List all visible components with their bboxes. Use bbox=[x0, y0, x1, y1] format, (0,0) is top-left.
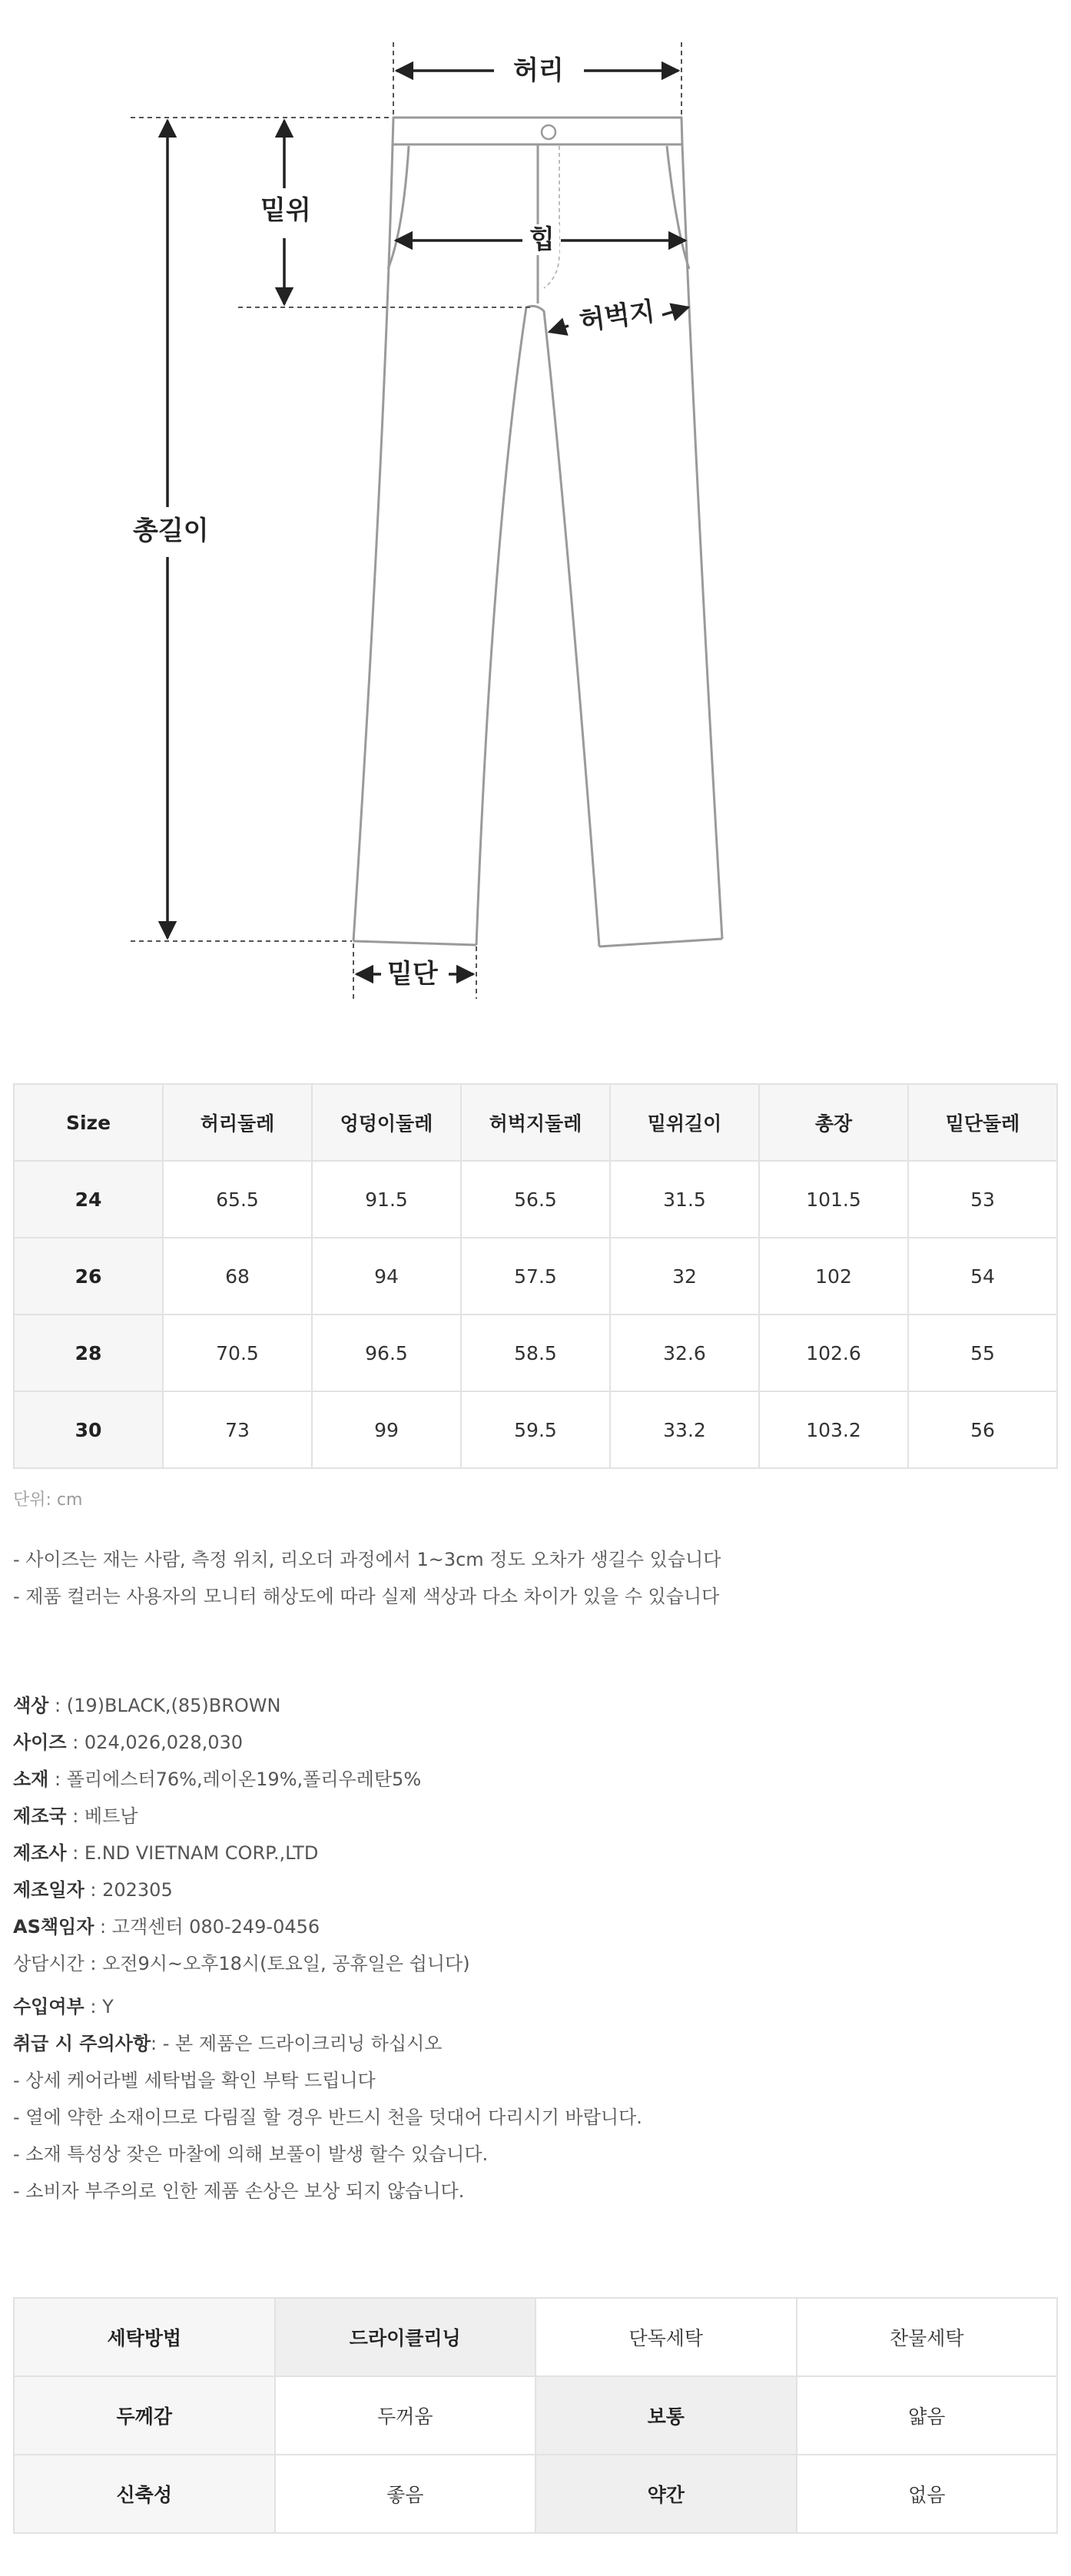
care-row-label: 세탁방법 bbox=[14, 2298, 275, 2376]
care-option: 단독세탁 bbox=[536, 2298, 797, 2376]
spec-value: : 고객센터 080-249-0456 bbox=[94, 1916, 320, 1938]
spec-country bbox=[13, 1805, 138, 1828]
care-row-label: 두께감 bbox=[14, 2376, 275, 2455]
button-icon bbox=[542, 125, 555, 139]
care-row-stretch bbox=[14, 2455, 1057, 2533]
size-table bbox=[13, 1083, 1058, 1469]
spec-label: 사이즈 bbox=[13, 1732, 67, 1753]
table-cell: 70.5 bbox=[163, 1315, 312, 1391]
unit-note: 단위: cm bbox=[13, 1490, 83, 1510]
table-cell: 32 bbox=[610, 1238, 759, 1315]
care-row-washing bbox=[14, 2298, 1057, 2376]
table-header-cell: 허리둘레 bbox=[163, 1084, 312, 1161]
table-header-cell: Size bbox=[14, 1084, 163, 1161]
table-header-cell: 엉덩이둘레 bbox=[312, 1084, 461, 1161]
measurement-arrows bbox=[167, 71, 688, 974]
spec-hours: 상담시간 : 오전9시~오후18시(토요일, 공휴일은 쉽니다) bbox=[13, 1953, 470, 1974]
table-row bbox=[14, 1391, 1057, 1468]
spec-label: 수입여부 bbox=[13, 1996, 85, 2017]
table-cell: 56.5 bbox=[461, 1161, 610, 1238]
care-option: 두꺼움 bbox=[275, 2376, 536, 2455]
spec-as bbox=[13, 1915, 320, 1938]
care-option: 찬물세탁 bbox=[797, 2298, 1058, 2376]
spec-value: : - 본 제품은 드라이크리닝 하십시오 bbox=[151, 2033, 443, 2054]
pants-illustration bbox=[0, 0, 1071, 1022]
table-cell: 58.5 bbox=[461, 1315, 610, 1391]
table-cell: 102.6 bbox=[759, 1315, 908, 1391]
spec-color bbox=[13, 1694, 280, 1717]
size-error-note: - 사이즈는 재는 사람, 측정 위치, 리오더 과정에서 1~3cm 정도 오차가 생길수 있습니다 bbox=[13, 1549, 721, 1570]
care-option-selected: 드라이클리닝 bbox=[275, 2298, 536, 2376]
size-cell: 28 bbox=[14, 1315, 163, 1391]
table-cell: 57.5 bbox=[461, 1238, 610, 1315]
spec-value: : 폴리에스터76%,레이온19%,폴리우레탄5% bbox=[48, 1769, 422, 1790]
table-cell: 65.5 bbox=[163, 1161, 312, 1238]
spec-value: : Y bbox=[84, 1996, 114, 2017]
color-difference-note: - 제품 컬러는 사용자의 모니터 해상도에 따라 실제 색상과 다소 차이가 있을 수 있습니다 bbox=[13, 1586, 720, 1607]
table-cell: 103.2 bbox=[759, 1391, 908, 1468]
care-option: 좋음 bbox=[275, 2455, 536, 2533]
table-cell: 94 bbox=[312, 1238, 461, 1315]
size-cell: 24 bbox=[14, 1161, 163, 1238]
care-row-label: 신축성 bbox=[14, 2455, 275, 2533]
hem-label: 밑단 bbox=[383, 959, 443, 990]
table-header-cell: 허벅지둘레 bbox=[461, 1084, 610, 1161]
table-header-cell: 밑단둘레 bbox=[908, 1084, 1057, 1161]
size-cell: 30 bbox=[14, 1391, 163, 1468]
spec-label: 제조일자 bbox=[13, 1879, 85, 1901]
table-cell: 59.5 bbox=[461, 1391, 610, 1468]
care-line: - 소비자 부주의로 인한 제품 손상은 보상 되지 않습니다. bbox=[13, 2180, 465, 2202]
table-cell: 91.5 bbox=[312, 1161, 461, 1238]
care-line: - 소재 특성상 잦은 마찰에 의해 보풀이 발생 할수 있습니다. bbox=[13, 2143, 489, 2165]
spec-label: 색상 bbox=[13, 1695, 49, 1716]
table-cell: 56 bbox=[908, 1391, 1057, 1468]
hip-label: 힙 bbox=[525, 224, 559, 255]
rise-label: 밑위 bbox=[256, 195, 316, 226]
care-option-selected: 약간 bbox=[536, 2455, 797, 2533]
spec-label: AS책임자 bbox=[13, 1916, 94, 1938]
table-cell: 32.6 bbox=[610, 1315, 759, 1391]
table-cell: 68 bbox=[163, 1238, 312, 1315]
spec-care bbox=[13, 2032, 442, 2055]
care-table bbox=[13, 2297, 1058, 2534]
table-cell: 101.5 bbox=[759, 1161, 908, 1238]
care-option: 없음 bbox=[797, 2455, 1058, 2533]
table-cell: 73 bbox=[163, 1391, 312, 1468]
spec-value: : 베트남 bbox=[66, 1805, 138, 1827]
table-cell: 99 bbox=[312, 1391, 461, 1468]
table-header-cell: 밑위길이 bbox=[610, 1084, 759, 1161]
table-cell: 31.5 bbox=[610, 1161, 759, 1238]
spec-value: : 202305 bbox=[84, 1879, 173, 1901]
spec-value: : E.ND VIETNAM CORP.,LTD bbox=[66, 1842, 319, 1864]
table-row bbox=[14, 1315, 1057, 1391]
waist-label: 허리 bbox=[509, 55, 569, 86]
table-header-row bbox=[14, 1084, 1057, 1161]
care-line: - 열에 약한 소재이므로 다림질 할 경우 반드시 천을 덧대어 다리시기 바랍니다. bbox=[13, 2107, 642, 2128]
table-cell: 53 bbox=[908, 1161, 1057, 1238]
total-length-label: 총길이 bbox=[128, 516, 214, 546]
spec-maker bbox=[13, 1842, 318, 1865]
spec-import bbox=[13, 1995, 114, 2018]
thigh-label: 허벅지 bbox=[573, 296, 662, 338]
table-cell: 55 bbox=[908, 1315, 1057, 1391]
pants-measurement-diagram bbox=[0, 0, 1071, 1022]
spec-label: 제조사 bbox=[13, 1842, 67, 1864]
care-line: - 상세 케어라벨 세탁법을 확인 부탁 드립니다 bbox=[13, 2070, 376, 2091]
spec-value: : (19)BLACK,(85)BROWN bbox=[48, 1695, 281, 1716]
spec-label: 제조국 bbox=[13, 1805, 67, 1827]
spec-label: 취급 시 주의사항 bbox=[13, 2033, 151, 2054]
care-option: 얇음 bbox=[797, 2376, 1058, 2455]
table-row bbox=[14, 1238, 1057, 1315]
spec-size bbox=[13, 1731, 243, 1754]
table-cell: 33.2 bbox=[610, 1391, 759, 1468]
fly-stitch bbox=[544, 146, 559, 288]
table-cell: 54 bbox=[908, 1238, 1057, 1315]
size-cell: 26 bbox=[14, 1238, 163, 1315]
table-header-cell: 총장 bbox=[759, 1084, 908, 1161]
spec-date bbox=[13, 1878, 173, 1901]
table-cell: 102 bbox=[759, 1238, 908, 1315]
table-row bbox=[14, 1161, 1057, 1238]
care-row-thickness bbox=[14, 2376, 1057, 2455]
spec-value: : 024,026,028,030 bbox=[66, 1732, 244, 1753]
spec-label: 소재 bbox=[13, 1769, 49, 1790]
table-cell: 96.5 bbox=[312, 1315, 461, 1391]
spec-material bbox=[13, 1768, 421, 1791]
care-option-selected: 보통 bbox=[536, 2376, 797, 2455]
